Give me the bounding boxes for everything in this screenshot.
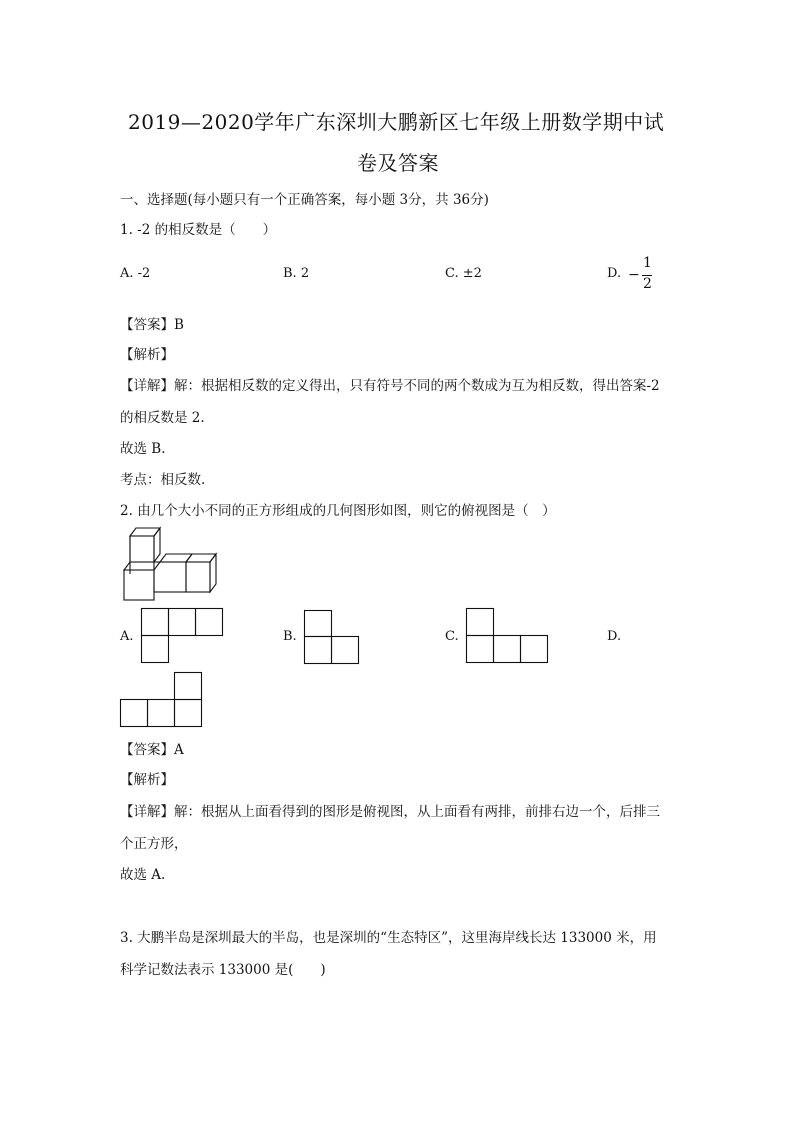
q2-option-b-label: B. [283,629,297,644]
q1-option-d: D. [607,266,622,281]
q2-option-c-label: C. [445,629,459,644]
q2-option-b-figure [304,610,360,666]
q2-analysis-heading: 【解析】 [120,772,174,788]
q1-option-a: A. -2 [120,266,151,281]
q2-option-d-figure [120,672,204,728]
doc-title-line2: 卷及答案 [357,151,439,175]
q1-option-b: B. 2 [283,266,310,281]
middle-cube-front-face [154,562,186,592]
q2-choice: 故选 A. [120,867,166,883]
q2-option-a-label: A. [120,629,134,644]
q2-answer: 【答案】A [120,742,184,758]
q1-option-c: C. ±2 [445,266,482,281]
q1-option-d-fraction [628,256,658,296]
q1-detail-line2: 的相反数是 2. [120,410,205,426]
fraction-numerator: 1 [643,255,652,271]
fraction-denominator: 2 [643,276,652,292]
q1-answer: 【答案】B [120,317,184,333]
right-cube-side-face [210,554,216,592]
right-cube-front-face [186,562,210,592]
q2-option-d-label: D. [607,629,622,644]
q2-detail-line1: 【详解】解：根据从上面看得到的图形是俯视图，从上面看有两排，前排右边一个，后排三 [120,804,660,820]
cube-figure [118,526,218,602]
front-cube-front-face [124,570,154,600]
top-cube-front-face [130,536,154,562]
section-heading: 一、选择题(每小题只有一个正确答案，每小题 3分，共 36分) [120,192,489,208]
q1-detail-line1: 【详解】解：根据相反数的定义得出，只有符号不同的两个数成为互为相反数，得出答案-2 [120,378,660,394]
q2-option-a-figure [141,608,223,664]
q3-stem-line1: 3. 大鹏半岛是深圳最大的半岛，也是深圳的“生态特区”，这里海岸线长达 133000 米，用 [120,930,657,946]
q1-choice: 故选 B. [120,441,166,457]
doc-title-line1: 2019—2020学年广东深圳大鹏新区七年级上册数学期中试 [128,110,665,134]
q2-option-c-figure [466,608,550,666]
top-cube-side-face [154,528,160,562]
fraction-sign: − [628,267,640,283]
q2-detail-line2: 个正方形， [120,836,188,852]
q2-stem: 2. 由几个大小不同的正方形组成的几何图形如图，则它的俯视图是（ ） [120,503,556,519]
q1-analysis-heading: 【解析】 [120,347,174,363]
q1-stem: 1. -2 的相反数是（ ） [120,222,277,238]
q3-stem-line2: 科学记数法表示 133000 是( ) [120,962,326,978]
front-cube-top-face [124,562,160,570]
q1-topic: 考点：相反数. [120,472,206,488]
